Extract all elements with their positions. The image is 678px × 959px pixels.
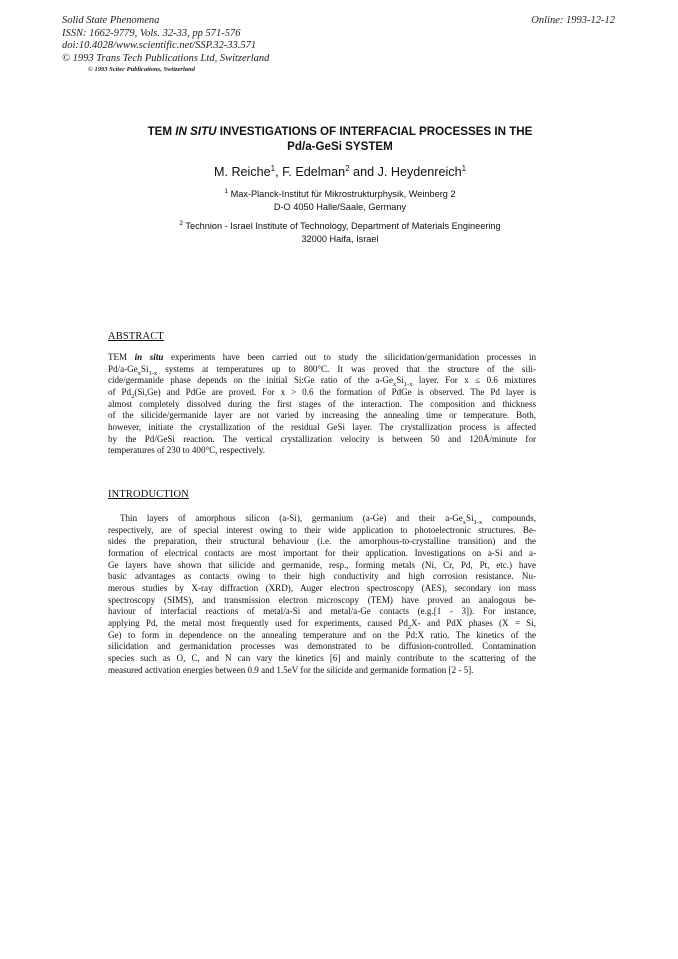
publication-metadata (62, 15, 269, 75)
affiliation-1: $^1$ Max-Planck-Institut für Mikrostrukturphysik, Weinberg 2 D-O 4050 Halle/Saale, Germany (224, 188, 456, 212)
text-line: however, initiate the crystallization of the residual GeSi layer. The crystallization process is affected (108, 421, 536, 432)
text-line: measured activation energies between 0.9 and 1.5eV for the silicide and germanide formation [2 - 5]. (108, 664, 474, 675)
text-line: sides the preparation, their structural behaviour (i.e. the amorphous-to-crystalline transition) and the (108, 536, 536, 547)
text-line: applying Pd, the metal most frequently used for experiments, caused $Pd_2X-$ and PdX phases (X = Si, (108, 617, 536, 631)
introduction-heading: INTRODUCTION (108, 489, 189, 500)
text-line: Thin layers of amorphous silicon (a-Si), germanium (a-Ge) and their $a-Ge_xSi_{1-x}$ compounds, (120, 513, 536, 526)
issn-line: ISSN: 1662-9779, Vols. 32-33, pp 571-576 (62, 27, 241, 39)
author-3: J. Heydenreich (377, 165, 462, 180)
abstract-text (108, 352, 536, 457)
abstract-heading: ABSTRACT (108, 331, 164, 342)
title-line-1: TEM IN SITU INVESTIGATIONS OF INTERFACIAL PROCESSES IN THE (147, 125, 533, 138)
title-italic: IN SITU (175, 125, 217, 138)
author-list: M. Reiche$^1$, F. Edelman$^2$ and J. Heydenreich$^1$ (213, 164, 467, 180)
text-line: haviour of interfacial reactions of metal/a-Si and metal/a-Ge contacts (e.g.[1 - 3]). For instance, (108, 606, 536, 617)
paper-title (60, 124, 620, 154)
introduction-text (108, 513, 536, 676)
text-line: of the silicide/germanide layer are not varied by increasing the annealing time or temperature. Both, (108, 410, 536, 421)
text-line: cide/germanide phase depends on the initial Si:Ge ratio of the $a-Ge_xSi_{1-x}$ layer. For x ≤ 0.6 mixtures (108, 375, 536, 389)
doi-line[interactable]: doi:10.4028/www.scientific.net/SSP.32-33.571 (62, 40, 257, 52)
text-line: species such as O, C, and N can vary the kinetics [6] and mainly contribute to the scattering of the (108, 652, 536, 663)
journal-name: Solid State Phenomena (62, 15, 160, 26)
text-line: Ge layers have shown that silicide and germanide, resp., forming metals (Ni, Cr, Pd, Pt, etc.) have (108, 559, 536, 570)
text-line: TEM in situ experiments have been carried out to study the silicidation/germanidation processes in (108, 352, 537, 362)
text-line: silicidation and germanidation processes was demonstrated to be diffusion-controlled. Contamination (108, 641, 536, 652)
text-line: formation of electrical contacts are most important for their application. Investigations on a-Si and a- (108, 547, 536, 558)
text-line: temperatures of 230 to 400°C, respectively. (108, 445, 266, 456)
text-line: almost completely dissolved during the first stages of the interaction. The composition and thickness (108, 398, 536, 409)
text-line: by the Pd/GeSi reaction. The vertical crystallization velocity is between 50 and 120Å/minute for (108, 433, 536, 444)
affiliation-2: $^2$ Technion - Israel Institute of Technology, Department of Materials Engineering 32000 Haifa, Israel (179, 220, 501, 244)
publisher-note: © 1993 Scitec Publications, Switzerland (88, 66, 195, 74)
text-line: respectively, are of special interest owing to their wide application to photoelectronic structures. Be- (108, 524, 536, 535)
title-line-2: Pd/a-GeSi SYSTEM (287, 140, 393, 153)
online-date: Online: 1993-12-12 (531, 15, 615, 26)
text-line: basic advantages as contacts owing to their high conductivity and high corrosion resistance. Nu- (108, 571, 536, 582)
text-line: of $Pd_2(Si,Ge)$ and PdGe are proved. For x > 0.6 the formation of PdGe is observed. The Pd layer is (108, 386, 536, 400)
text-line: merous studies by X-ray diffraction (XRD), Auger electron spectroscopy (AES), secondary ion mass (108, 582, 536, 593)
author-2: F. Edelman (282, 165, 346, 180)
copyright-line: © 1993 Trans Tech Publications Ltd, Switzerland (62, 52, 270, 64)
text-line: Ge) to form in dependence on the annealing temperature and on the Pd:X ratio. The kinetics of the (108, 629, 536, 640)
author-1: M. Reiche (213, 165, 271, 180)
text-line: spectroscopy (SIMS), and transmission electron microscopy (TEM) have proved an analogous be- (108, 594, 536, 605)
text-line: $Pd/a-Ge_xSi_{1-x}$ systems at temperatures up to 800°C. It was proved that the structure of the sili- (108, 363, 536, 377)
